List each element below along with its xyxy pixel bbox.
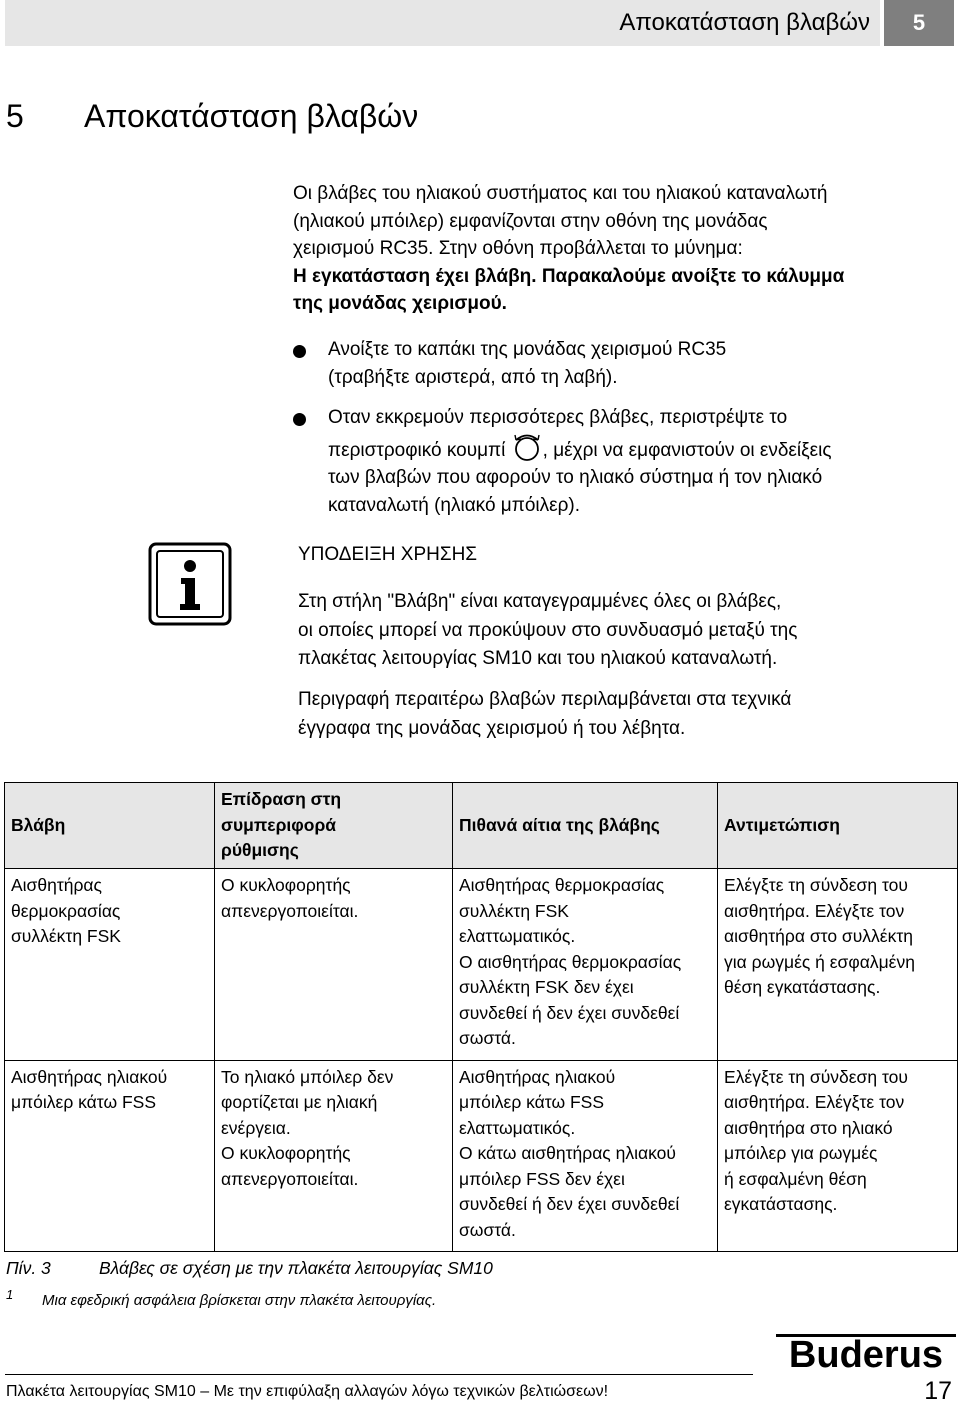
note-paragraph bbox=[298, 588, 953, 674]
cell-fault: Αισθητήρας ηλιακού μπόιλερ κάτω FSS bbox=[5, 1060, 215, 1252]
brand-name: Buderus bbox=[788, 1334, 944, 1372]
column-header-cause: Πιθανά αίτια της βλάβης bbox=[453, 783, 718, 869]
page-number: 17 bbox=[924, 1377, 952, 1405]
bullet-line-part: περιστροφικό κουμπί bbox=[328, 439, 506, 461]
cell-cause: Αισθητήρας ηλιακού μπόιλερ κάτω FSS ελαττωματικός. Ο κάτω αισθητήρας ηλιακού μπόιλερ FSS δεν έχει συνδεθεί ή δεν έχει συνδεθεί σωστά. bbox=[453, 1060, 718, 1252]
footer-divider bbox=[5, 1374, 753, 1375]
bullet-dot-icon bbox=[293, 406, 315, 426]
bullet-line: (τραβήξτε αριστερά, από τη λαβή). bbox=[328, 366, 618, 388]
table-row bbox=[5, 1060, 958, 1252]
note-title: ΥΠΟΔΕΙΞΗ ΧΡΗΣΗΣ bbox=[298, 544, 478, 565]
note-line: Στη στήλη "Βλάβη" είναι καταγεγραμμένες όλες οι βλάβες, bbox=[298, 591, 782, 612]
intro-line: (ηλιακού μπόιλερ) εμφανίζονται στην οθόνη της μονάδας bbox=[293, 210, 768, 232]
cell-effect: Το ηλιακό μπόιλερ δεν φορτίζεται με ηλιακή ενέργεια. Ο κυκλοφορητής απενεργοποιείται. bbox=[215, 1060, 453, 1252]
table-caption-label: Πίν. 3 bbox=[6, 1258, 51, 1278]
buderus-logo bbox=[776, 1330, 956, 1372]
footnote-mark: 1 bbox=[6, 1287, 14, 1302]
note-line: πλακέτας λειτουργίας SM10 και του ηλιακού καταναλωτή. bbox=[298, 648, 778, 669]
bullet-line: Οταν εκκρεμούν περισσότερες βλάβες, περιστρέψτε το bbox=[328, 407, 788, 428]
bullet-line: των βλαβών που αφορούν το ηλιακό σύστημα ή τον ηλιακό bbox=[328, 467, 823, 488]
column-header-effect: Επίδραση στη συμπεριφορά ρύθμισης bbox=[215, 783, 453, 869]
table-header-row bbox=[5, 783, 958, 869]
display-message-line: Η εγκατάσταση έχει βλάβη. Παρακαλούμε ανοίξτε το κάλυμμα bbox=[293, 265, 845, 287]
cell-cause: Αισθητήρας θερμοκρασίας συλλέκτη FSK ελαττωματικός. Ο αισθητήρας θερμοκρασίας συλλέκτη FSK δεν έχει συνδεθεί ή δεν έχει συνδεθεί σωστά. bbox=[453, 869, 718, 1061]
bullet-line bbox=[328, 432, 953, 465]
bullet-item-rotate-knob bbox=[328, 404, 953, 519]
table-row bbox=[5, 869, 958, 1061]
footnote-text: Μια εφεδρική ασφάλεια βρίσκεται στην πλακέτα λειτουργίας. bbox=[42, 1292, 437, 1309]
cell-effect: Ο κυκλοφορητής απενεργοποιείται. bbox=[215, 869, 453, 1061]
intro-line: Οι βλάβες του ηλιακού συστήματος και του ηλιακού καταναλωτή bbox=[293, 183, 828, 204]
bullet-dot-icon bbox=[293, 338, 315, 358]
note-line: Περιγραφή περαιτέρω βλαβών περιλαμβάνεται στα τεχνικά bbox=[298, 689, 792, 710]
bullet-line: Ανοίξτε το καπάκι της μονάδας χειρισμού RC35 bbox=[328, 339, 727, 360]
bullet-line-part: , μέχρι να εμφανιστούν οι ενδείξεις bbox=[542, 439, 832, 461]
chapter-number-badge: 5 bbox=[884, 0, 954, 46]
rotary-knob-icon bbox=[511, 432, 543, 462]
footer-text: Πλακέτα λειτουργίας SM10 – Με την επιφύλαξη αλλαγών λόγω τεχνικών βελτιώσεων! bbox=[6, 1383, 609, 1400]
bullet-item-open-cover bbox=[328, 336, 953, 391]
table-caption-text: Βλάβες σε σχέση με την πλακέτα λειτουργίας SM10 bbox=[99, 1258, 493, 1278]
column-header-fault: Βλάβη bbox=[5, 783, 215, 869]
section-number: 5 bbox=[6, 98, 24, 134]
column-header-remedy: Αντιμετώπιση bbox=[718, 783, 958, 869]
note-line: έγγραφα της μονάδας χειρισμού ή του λέβητα. bbox=[298, 717, 686, 739]
cell-remedy: Ελέγξτε τη σύνδεση του αισθητήρα. Ελέγξτε τον αισθητήρα στο συλλέκτη για ρωγμές ή εσφαλμένη θέση εγκατάστασης. bbox=[718, 869, 958, 1061]
section-title: Αποκατάσταση βλαβών bbox=[84, 98, 419, 134]
bullet-line: καταναλωτή (ηλιακό μπόιλερ). bbox=[328, 494, 581, 516]
info-icon bbox=[148, 542, 232, 626]
fault-table bbox=[4, 782, 958, 1252]
intro-line: χειρισμού RC35. Στην οθόνη προβάλλεται το μύνημα: bbox=[293, 238, 743, 259]
intro-paragraph bbox=[293, 180, 953, 318]
cell-fault: Αισθητήρας θερμοκρασίας συλλέκτη FSK bbox=[5, 869, 215, 1061]
cell-remedy: Ελέγξτε τη σύνδεση του αισθητήρα. Ελέγξτε τον αισθητήρα στο ηλιακό μπόιλερ για ρωγμές ή εσφαλμένη θέση εγκατάστασης. bbox=[718, 1060, 958, 1252]
note-line: οι οποίες μπορεί να προκύψουν στο συνδυασμό μεταξύ της bbox=[298, 619, 798, 641]
header-title: Αποκατάσταση βλαβών bbox=[619, 9, 870, 36]
note-paragraph bbox=[298, 686, 953, 743]
display-message-line: της μονάδας χειρισμού. bbox=[293, 293, 507, 314]
